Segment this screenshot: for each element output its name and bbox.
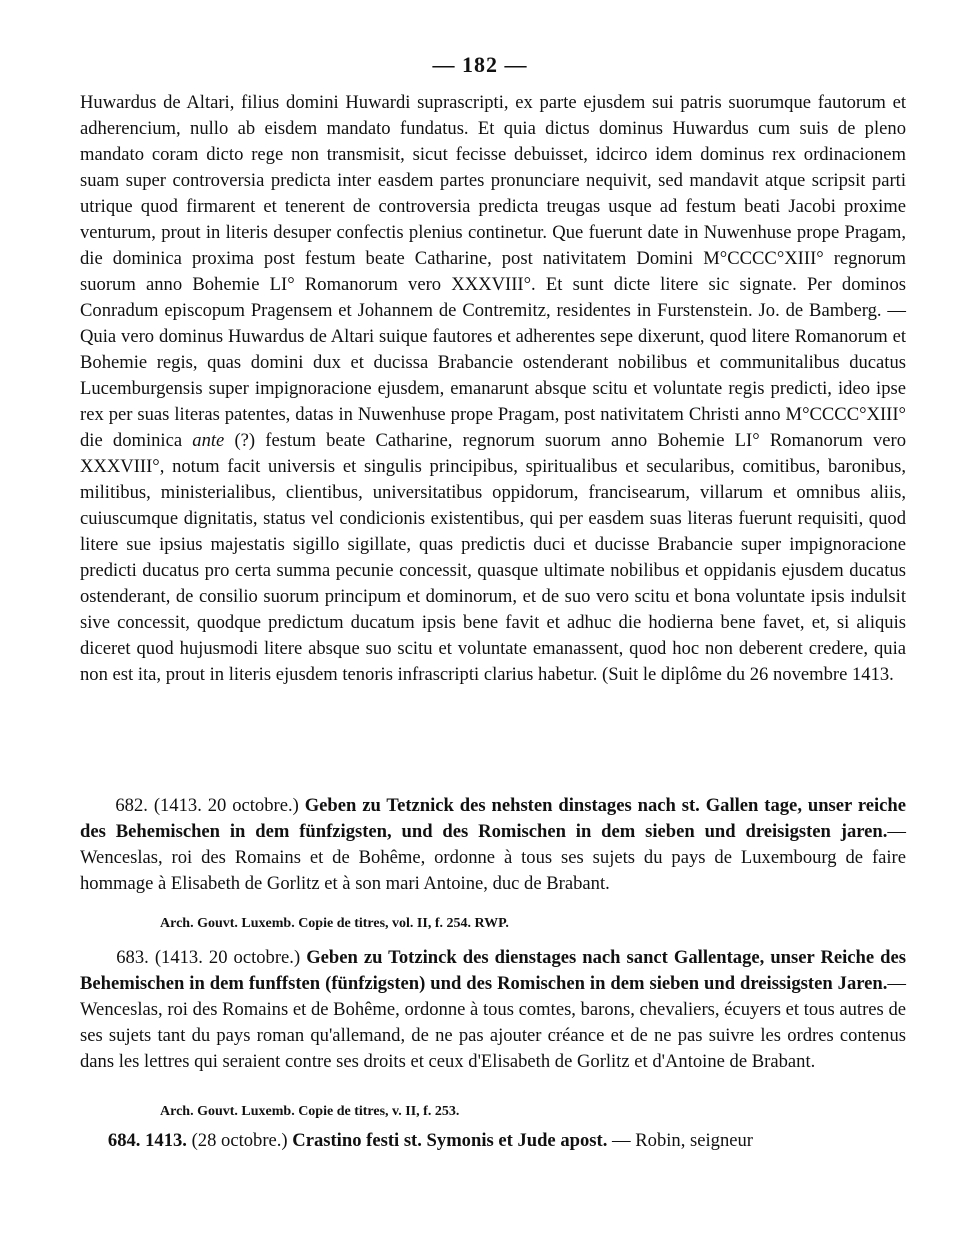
- body-paragraph: [80, 90, 906, 688]
- entry-year: 1413.: [145, 1130, 187, 1151]
- entry-source-682: Arch. Gouvt. Luxemb. Copie de titres, vol. II, f. 254. RWP.: [160, 916, 509, 931]
- entry-number: 682.: [115, 795, 148, 816]
- entry-684: [80, 1128, 906, 1154]
- entry-682: [80, 793, 906, 897]
- entry-summary: —Wenceslas, roi des Romains et de Bohême, ordonne à tous ses sujets du pays de Luxembourg de faire hommage à Elisabeth de Gorlitz et à son mari Antoine, duc de Brabant.: [80, 821, 906, 894]
- body-text-end: (?) festum beate Catharine, regnorum suorum anno Bohemie LI° Romanorum vero XXXVIII°, notum facit universis et singulis principibus, spiritualibus et secularibus, comitibus, baronibus, militibus, ministerialibus, clientibus, universitatibus oppidorum, francisearum, villarum et omnibus aliis, cuiuscumque dignitatis, status vel condicionis existentibus, qui per easdem suas literas fuerunt requisiti, quod litere sue ipsius majestatis sigillo sigillate, quas predictis duci et ducisse Brabancie super impignoracione predicti ducatus pro certa summa pecunie concessit, quasque ultimate nobilibus et oppidanis ejusdem ducatus ostenderant, de consilio suorum principum et dominorum, et de suo vero scitu et bona voluntate ipsis indulsit sive concessit, quodque predictum ducatum ipsis bene favit et adhuc die hodierna bene favet, et, si aliquis diceret quod hujusmodi litere absque suo scitu et voluntate emanassent, quod hoc non deberent credere, quia non est ita, prout in literis ejusdem tenoris infrascripti clarius habetur. (Suit le diplôme du 26 novembre 1413.: [80, 430, 906, 685]
- entry-683: [80, 945, 906, 1075]
- entry-incipit: Geben zu Tetznick des nehsten dinstages nach st. Gallen tage, unser reiche des Behemischen in dem fünfzigsten, und des Romischen in dem sieben und dreisigsten jaren.: [80, 795, 907, 842]
- body-italic-word: ante: [192, 430, 225, 451]
- entry-summary: —Wenceslas, roi des Romains et de Bohême, ordonne à tous comtes, barons, chevaliers, écuyers et tous autres de ses sujets tant du pays roman qu'allemand, de ne pas ajouter créance et de ne pas suivre les ordres contenus dans les lettres qui seraient contre ses droits et ceux d'Elisabeth de Gorlitz et d'Antoine de Brabant.: [80, 973, 906, 1072]
- entry-summary: — Robin, seigneur: [612, 1130, 754, 1151]
- entry-number: 684.: [107, 1130, 141, 1151]
- body-text: Huwardus de Altari, filius domini Huwardi suprascripti, ex parte ejusdem sui patris suorumque fautorum et adherencium, nullo ab eisdem mandato fundatus. Et quia dictus dominus Huwardus cum suis de pleno mandato coram dicto rege non transmisit, sicut fecisse debuisset, idcirco idem dominus rex ordinacionem suam super controversia predicta inter easdem partes pronunciare nequivit, sed mandavit atque scripsit parti utrique quod firmarent et tenerent de controversia predicta treugas usque ad festum beati Jacobi proxime venturum, prout in literis desuper confectis plenius continetur. Que fuerunt date in Nuwenhuse prope Pragam, die dominica proxima post festum beate Catharine, post nativitatem Domini M°CCCC°XIII° regnorum suorum anno Bohemie LI° Romanorum vero XXXVIII°. Et sunt dicte litere sic signate. Per dominos Conradum episcopum Pragensem et Johannem de Contremitz, residentes in Furstenstein. Jo. de Bamberg. — Quia vero dominus Huwardus de Altari suique fautores et adherentes sepe dixerunt, quod litere Romanorum et Bohemie regis, quas domini dux et ducissa Brabancie ostenderant nobilibus et communitalibus ducatus Lucemburgensis super impignoracione ejusdem, emanarunt absque scitu et voluntate regis predicti, ideo ipse rex per suas literas patentes, datas in Nuwenhuse prope Pragam, post nativitatem Christi anno M°CCCC°XIII° die dominica: [80, 92, 906, 451]
- entry-number: 683.: [116, 947, 149, 968]
- entry-incipit: Crastino festi st. Symonis et Jude apost.: [292, 1130, 608, 1151]
- page-number: — 182 —: [432, 52, 528, 77]
- entry-date: (28 octobre.): [191, 1130, 288, 1151]
- entry-source-683: Arch. Gouvt. Luxemb. Copie de titres, v. II, f. 253.: [160, 1104, 460, 1119]
- entry-date: (1413. 20 octobre.): [154, 947, 301, 968]
- entry-date: (1413. 20 octobre.): [153, 795, 299, 816]
- entry-incipit: Geben zu Totzinck des dienstages nach sanct Gallentage, unser Reiche des Behemischen in dem funffsten (fünfzigsten) und des Romischen in dem sieben und dreissigsten Jaren.: [80, 947, 907, 994]
